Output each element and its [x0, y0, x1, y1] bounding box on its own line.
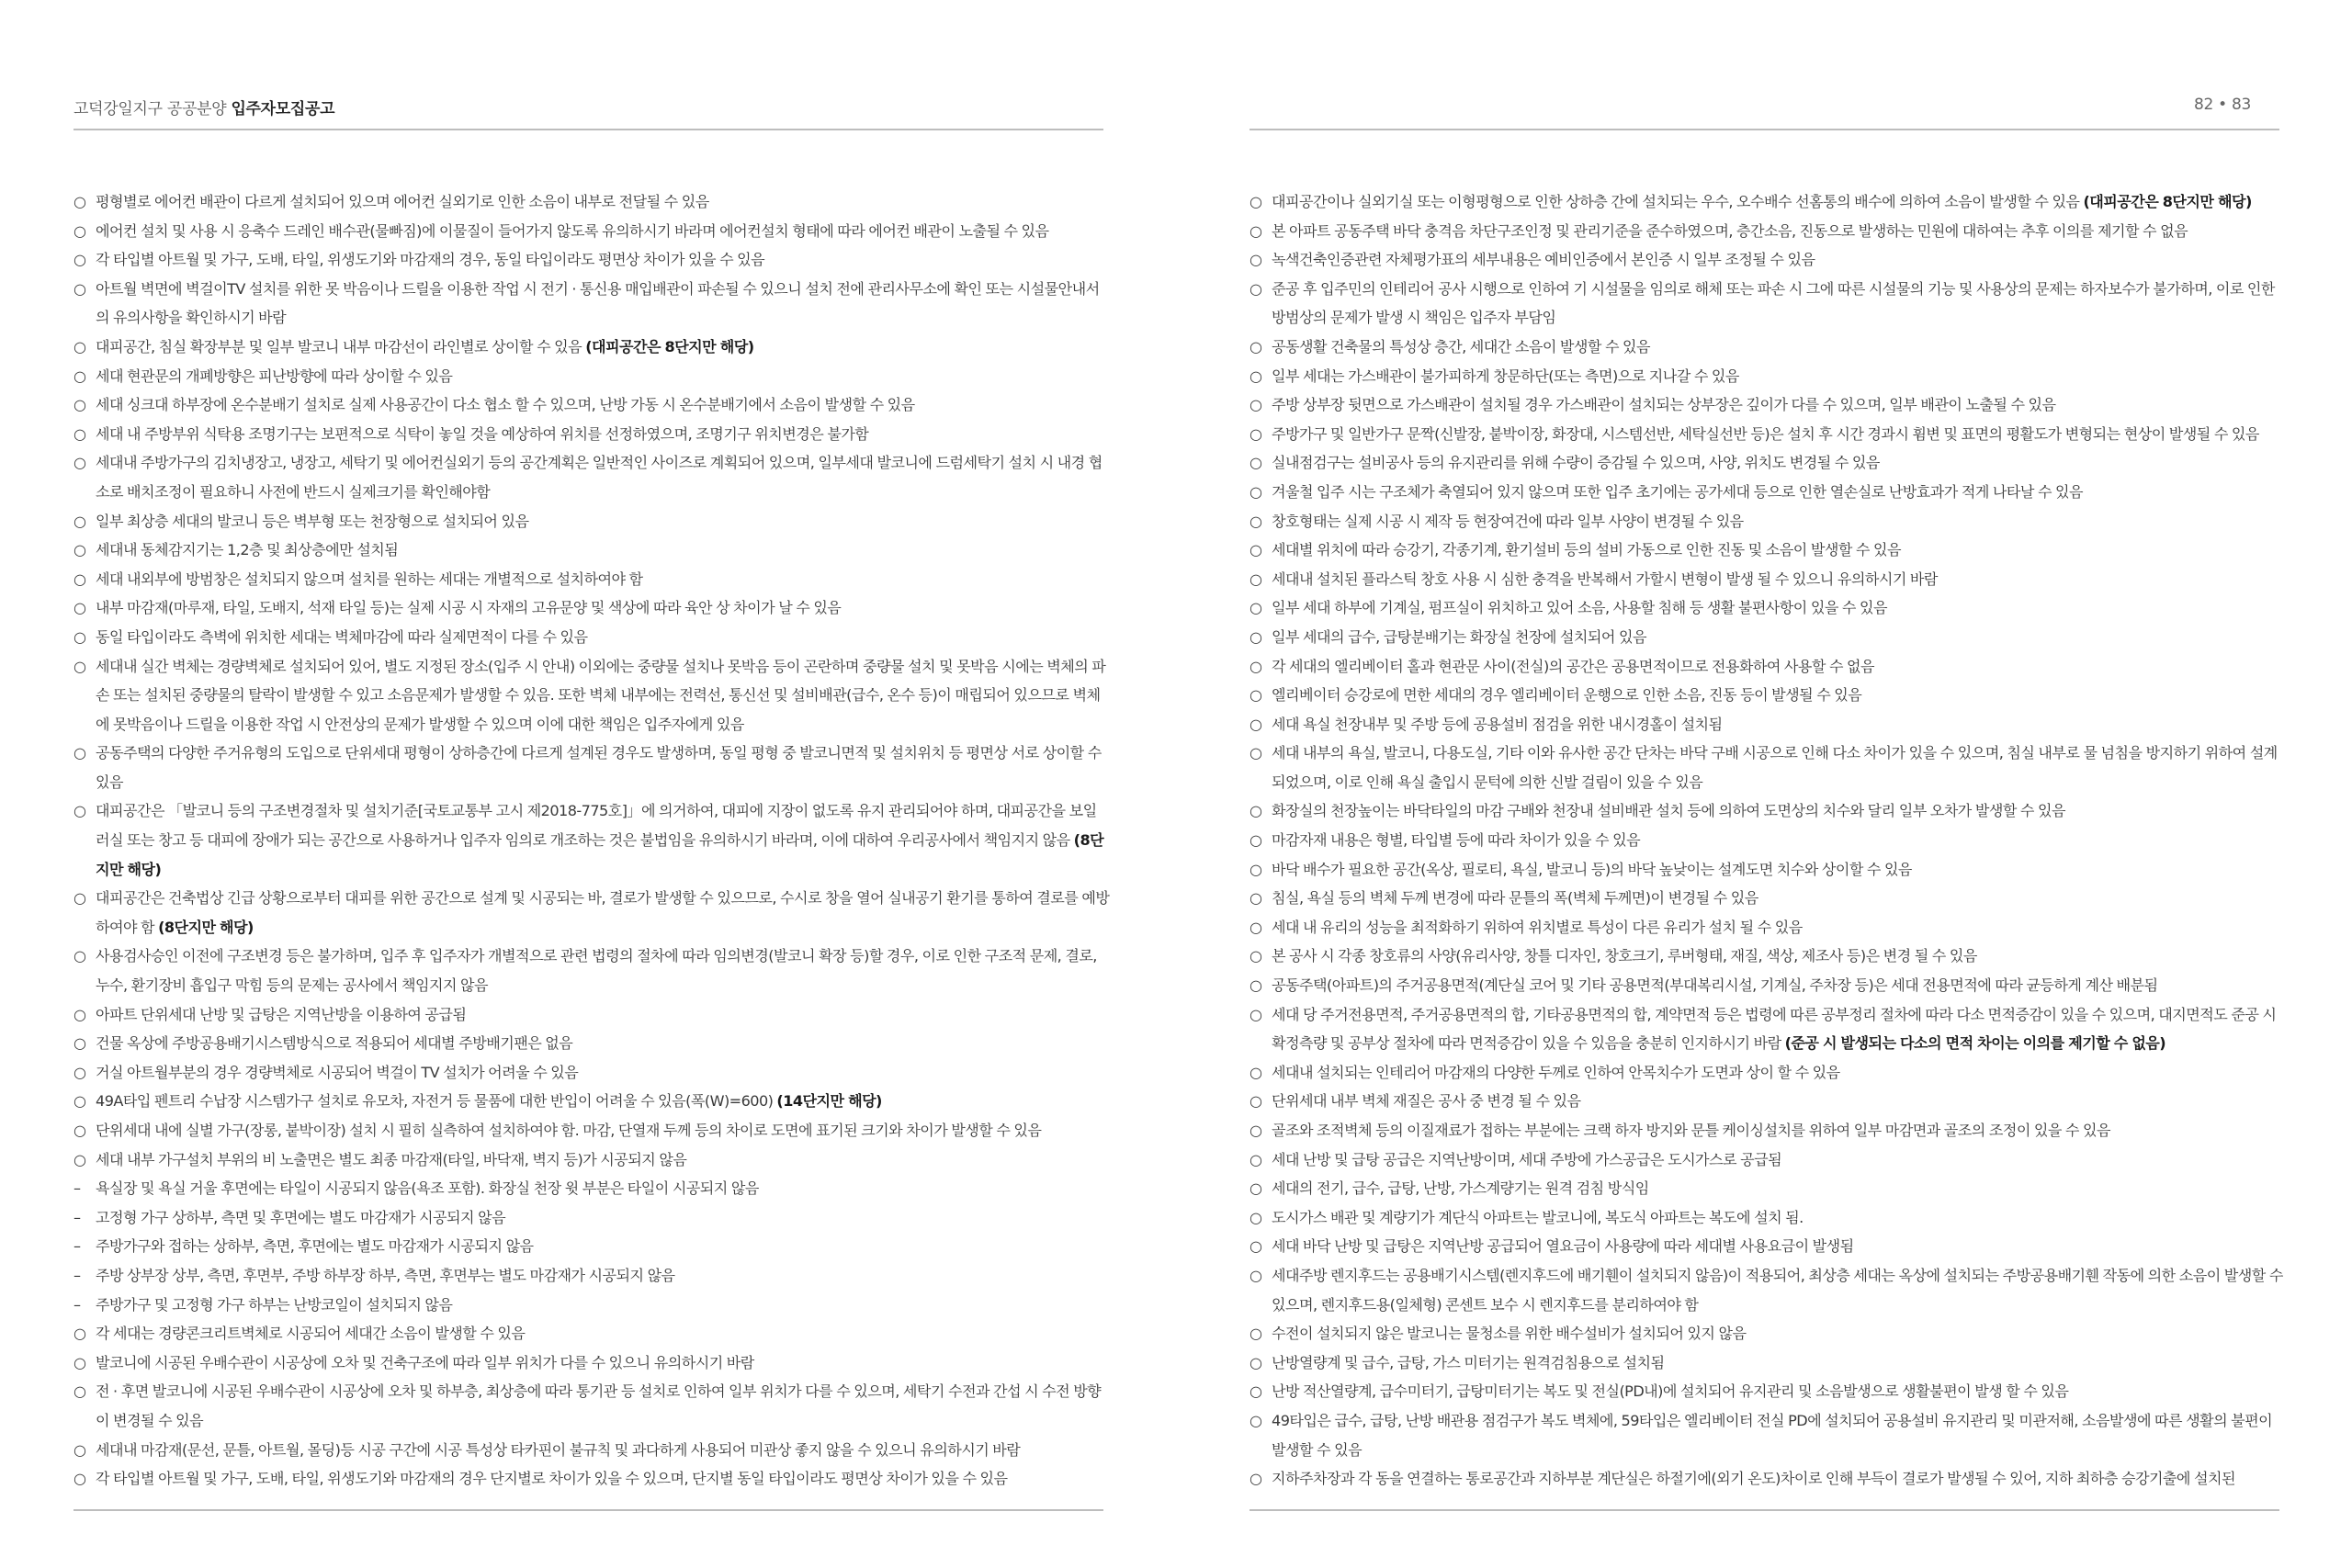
- list-item-text: 전 · 후면 발코니에 시공된 우배수관이 시공상에 오차 및 하부층, 최상층에 따라 통기관 등 설치로 인하여 일부 위치가 다를 수 있으며, 세탁기 수전과 간섭 시 수전 방향이 변경될 수 있음: [96, 1382, 1102, 1429]
- list-item-text: 발코니에 시공된 우배수관이 시공상에 오차 및 건축구조에 따라 일부 위치가 다를 수 있으니 유의하시기 바람: [96, 1353, 754, 1371]
- list-item-text: 공동생활 건축물의 특성상 층간, 세대간 소음이 발생할 수 있음: [1272, 337, 1651, 355]
- list-item: [74, 623, 1110, 652]
- list-item-text: 대피공간은 건축법상 긴급 상황으로부터 대피를 위한 공간으로 설계 및 시공되는 바, 결로가 발생할 수 있으므로, 수시로 창을 열어 실내공기 환기를 통하여 결로를 예방하여야 함: [96, 889, 1110, 936]
- list-item-text: 세대의 전기, 급수, 급탕, 난방, 가스계량기는 원격 검침 방식임: [1272, 1179, 1649, 1198]
- list-item-text: 건물 옥상에 주방공용배기시스템방식으로 적용되어 세대별 주방배기팬은 없음: [96, 1034, 573, 1053]
- list-item: [1250, 971, 2286, 1000]
- bullet-marker: ○: [74, 1122, 86, 1139]
- page-numbers: 82 • 83: [2194, 96, 2251, 114]
- list-item: [74, 1436, 1110, 1465]
- list-item: [74, 507, 1110, 536]
- list-item-text: 화장실의 천장높이는 바닥타일의 마감 구배와 천장내 설비배관 설치 등에 의하여 도면상의 치수와 달리 일부 오차가 발생할 수 있음: [1272, 802, 2065, 820]
- list-item-text: 대피공간, 침실 확장부분 및 일부 발코니 내부 마감선이 라인별로 상이할 수 있음: [96, 337, 582, 355]
- list-item: [74, 1029, 1110, 1058]
- list-item-text: 고정형 가구 상하부, 측면 및 후면에는 별도 마감재가 시공되지 않음: [96, 1208, 506, 1226]
- bullet-marker: ○: [1250, 482, 1262, 501]
- dash-marker: –: [74, 1208, 81, 1226]
- dash-marker: –: [74, 1179, 81, 1198]
- bullet-marker: ○: [1250, 1092, 1262, 1111]
- bullet-marker: ○: [1250, 1122, 1262, 1139]
- bullet-marker: ○: [1250, 1325, 1262, 1343]
- list-item: [1250, 1058, 2286, 1088]
- bullet-marker: ○: [74, 1063, 86, 1081]
- list-item-text: 세대 내 주방부위 식탁용 조명기구는 보편적으로 식탁이 놓일 것을 예상하여 위치를 선정하였으며, 조명기구 위치변경은 불가함: [96, 424, 869, 443]
- list-item-text: 각 세대는 경량콘크리트벽체로 시공되어 세대간 소음이 발생할 수 있음: [96, 1325, 526, 1343]
- list-item: [74, 1377, 1110, 1435]
- list-item-note: (준공 시 발생되는 다소의 면적 차이는 이의를 제기할 수 없음): [1784, 1034, 2166, 1053]
- bullet-marker: ○: [74, 570, 86, 588]
- list-item: [74, 593, 1110, 623]
- bullet-marker: ○: [1250, 744, 1262, 762]
- list-item: [1250, 652, 2286, 682]
- sub-list-item: [74, 1261, 1110, 1291]
- bullet-marker: ○: [1250, 1005, 1262, 1023]
- bullet-marker: ○: [1250, 1266, 1262, 1284]
- list-item: [1250, 710, 2286, 739]
- bullet-marker: ○: [1250, 512, 1262, 530]
- right-page: [1176, 0, 2352, 1568]
- list-item-text: 창호형태는 실제 시공 시 제작 등 현장여건에 따라 일부 사양이 변경될 수 있음: [1272, 512, 1744, 530]
- list-item-text: 세대내 마감재(문선, 문틀, 아트월, 몰딩)등 시공 구간에 시공 특성상 타카핀이 불규칙 및 과다하게 사용되어 미관상 좋지 않을 수 있으니 유의하시기 바람: [96, 1440, 1021, 1459]
- bullet-marker: ○: [1250, 1382, 1262, 1401]
- bullet-marker: ○: [1250, 976, 1262, 995]
- dash-marker: –: [74, 1266, 81, 1284]
- list-item: [1250, 362, 2286, 391]
- list-item-text: 지하주차장과 각 동을 연결하는 통로공간과 지하부분 계단실은 하절기에(외기 온도)차이로 인해 부득이 결로가 발생될 수 있어, 지하 최하층 승강기출에 설치된: [1272, 1470, 2235, 1488]
- list-item: [74, 420, 1110, 449]
- list-item-text: 세대내 주방가구의 김치냉장고, 냉장고, 세탁기 및 에어컨실외기 등의 공간계획은 일반적인 사이즈로 계획되어 있으며, 일부세대 발코니에 드럼세탁기 설치 시 내경 협소로 배치조정이 필요하니 사전에 반드시 실제크기를 확인해야함: [96, 454, 1102, 501]
- list-item: [74, 217, 1110, 246]
- list-item-text: 아트월 벽면에 벽걸이TV 설치를 위한 못 박음이나 드릴을 이용한 작업 시 전기 · 통신용 매입배관이 파손될 수 있으니 설치 전에 관리사무소에 확인 또는 시설물안내서의 유의사항을 확인하시기 바람: [96, 279, 1100, 327]
- list-item-text: 골조와 조적벽체 등의 이질재료가 접하는 부분에는 크랙 하자 방지와 문틀 케이싱설치를 위하여 일부 마감면과 골조의 조정이 있을 수 있음: [1272, 1122, 2110, 1139]
- bullet-marker: ○: [74, 454, 86, 472]
- bullet-marker: ○: [1250, 541, 1262, 559]
- list-item-text: 평형별로 에어컨 배관이 다르게 설치되어 있으며 에어컨 실외기로 인한 소음이 내부로 전달될 수 있음: [96, 193, 709, 210]
- bullet-marker: ○: [74, 1470, 86, 1488]
- list-item: [74, 652, 1110, 739]
- bullet-marker: ○: [1250, 1063, 1262, 1081]
- list-item: [1250, 1377, 2286, 1406]
- bullet-marker: ○: [1250, 1179, 1262, 1198]
- bullet-marker: ○: [74, 1150, 86, 1168]
- list-item: [1250, 507, 2286, 536]
- list-item: [74, 1145, 1110, 1175]
- bullet-marker: ○: [1250, 367, 1262, 385]
- bullet-marker: ○: [1250, 947, 1262, 965]
- list-item: [1250, 1000, 2286, 1058]
- list-item-text: 동일 타입이라도 측벽에 위치한 세대는 벽체마감에 따라 실제면적이 다를 수 있음: [96, 627, 588, 646]
- list-item: [74, 1319, 1110, 1348]
- list-item: [1250, 1261, 2286, 1319]
- list-item-text: 공동주택(아파트)의 주거공용면적(계단실 코어 및 기타 공용면적(부대복리시설, 기계실, 주차장 등)은 세대 전용면적에 따라 균등하게 계산 배분됨: [1272, 976, 2158, 995]
- list-item: [1250, 1406, 2286, 1464]
- bullet-marker: ○: [1250, 1470, 1262, 1488]
- bullet-marker: ○: [1250, 627, 1262, 646]
- sub-list-item: [74, 1203, 1110, 1233]
- list-item: [1250, 913, 2286, 942]
- bullet-marker: ○: [74, 1005, 86, 1023]
- list-item: [1250, 390, 2286, 420]
- list-item: [74, 1087, 1110, 1116]
- bullet-marker: ○: [74, 947, 86, 965]
- bullet-marker: ○: [74, 1382, 86, 1401]
- bullet-marker: ○: [74, 744, 86, 762]
- list-item-text: 녹색건축인증관련 자체평가표의 세부내용은 예비인증에서 본인증 시 일부 조정될 수 있음: [1272, 251, 1815, 269]
- list-item-text: 세대내 동체감지기는 1,2층 및 최상층에만 설치됨: [96, 541, 399, 559]
- bullet-marker: ○: [1250, 1353, 1262, 1371]
- list-item-text: 엘리베이터 승강로에 면한 세대의 경우 엘리베이터 운행으로 인한 소음, 진동 등이 발생될 수 있음: [1272, 686, 1862, 705]
- list-item: [74, 333, 1110, 362]
- bullet-marker: ○: [74, 193, 86, 210]
- bullet-marker: ○: [1250, 1150, 1262, 1168]
- list-item-text: 세대 내 유리의 성능을 최적화하기 위하여 위치별로 특성이 다른 유리가 설치 될 수 있음: [1272, 918, 1803, 936]
- list-item: [1250, 420, 2286, 449]
- list-item: [1250, 739, 2286, 796]
- list-item: [1250, 448, 2286, 478]
- list-item: [74, 536, 1110, 565]
- list-item-text: 각 타입별 아트월 및 가구, 도배, 타일, 위생도기와 마감재의 경우, 동일 타입이라도 평면상 차이가 있을 수 있음: [96, 251, 765, 269]
- list-item-text: 주방가구 및 일반가구 문짝(신발장, 붙박이장, 화장대, 시스템선반, 세탁실선반 등)은 설치 후 시간 경과시 휨변 및 표면의 평활도가 변형되는 현상이 발생될 수 있음: [1272, 424, 2259, 443]
- list-item-text: 겨울철 입주 시는 구조체가 축열되어 있지 않으며 또한 입주 초기에는 공가세대 등으로 인한 열손실로 난방효과가 적게 나타날 수 있음: [1272, 482, 2083, 501]
- bullet-marker: ○: [1250, 279, 1262, 298]
- list-item-text: 주방가구 및 고정형 가구 하부는 난방코일이 설치되지 않음: [96, 1295, 453, 1314]
- bullet-marker: ○: [1250, 802, 1262, 820]
- list-item-text: 난방 적산열량계, 급수미터기, 급탕미터기는 복도 및 전실(PD내)에 설치되어 유지관리 및 소음발생으로 생활불편이 발생 할 수 있음: [1272, 1382, 2069, 1401]
- list-item-text: 세대내 실간 벽체는 경량벽체로 설치되어 있어, 별도 지정된 장소(입주 시 안내) 이외에는 중량물 설치나 못박음 등이 곤란하며 중량물 설치 및 못박음 시에는 벽체의 파손 또는 설치된 중량물의 탈락이 발생할 수 있고 소음문제가 발생할 수 있음. 또한 벽체 내부에는 전력선, 통신선 및 설비배관(급수, 온수 등)이 매립되어 있으므로 벽체에 못박음이나 드릴을 이용한 작업 시 안전상의 문제가 발생할 수 있으며 이에 대한 책임은 입주자에게 있음: [96, 657, 1106, 733]
- list-item-text: 세대내 설치된 플라스틱 창호 사용 시 심한 충격을 반복해서 가할시 변형이 발생 될 수 있으니 유의하시기 바람: [1272, 570, 1938, 588]
- bullet-marker: ○: [1250, 657, 1262, 675]
- list-item-text: 본 공사 시 각종 창호류의 사양(유리사양, 창틀 디자인, 창호크기, 루버형태, 재질, 색상, 제조사 등)은 변경 될 수 있음: [1272, 947, 1977, 965]
- list-item: [1250, 623, 2286, 652]
- list-item: [1250, 1116, 2286, 1145]
- list-item: [1250, 593, 2286, 623]
- list-item-text: 대피공간은 「발코니 등의 구조변경절차 및 설치기준[국토교통부 고시 제2018-775호]」에 의거하여, 대피에 지장이 없도록 유지 관리되어야 하며, 대피공간을 보일러실 또는 창고 등 대피에 장애가 되는 공간으로 사용하거나 입주자 임의로 개조하는 것은 불법임을 유의하시기 바라며, 이에 대하여 우리공사에서 책임지지 않음: [96, 802, 1097, 850]
- list-item: [1250, 826, 2286, 855]
- bullet-marker: ○: [74, 396, 86, 414]
- bullet-marker: ○: [74, 802, 86, 820]
- header-divider: [1250, 129, 2279, 130]
- list-item-text: 사용검사승인 이전에 구조변경 등은 불가하며, 입주 후 입주자가 개별적으로 관련 법령의 절차에 따라 임의변경(발코니 확장 등)할 경우, 이로 인한 구조적 문제, 결로, 누수, 환기장비 흡입구 막힘 등의 문제는 공사에서 책임지지 않음: [96, 947, 1097, 995]
- list-item-text: 마감자재 내용은 형별, 타입별 등에 따라 차이가 있을 수 있음: [1272, 831, 1641, 850]
- list-item: [74, 187, 1110, 217]
- list-item-text: 세대 욕실 천장내부 및 주방 등에 공용설비 점검을 위한 내시경홀이 설치됨: [1272, 715, 1723, 733]
- bullet-marker: ○: [74, 1353, 86, 1371]
- right-column-list: [1250, 187, 2286, 1494]
- list-item: [1250, 245, 2286, 275]
- list-item: [1250, 333, 2286, 362]
- bullet-marker: ○: [1250, 1411, 1262, 1429]
- bullet-marker: ○: [74, 1325, 86, 1343]
- bullet-marker: ○: [1250, 454, 1262, 472]
- bullet-marker: ○: [1250, 831, 1262, 850]
- list-item: [74, 390, 1110, 420]
- list-item: [1250, 1087, 2286, 1116]
- list-item: [74, 796, 1110, 884]
- bullet-marker: ○: [74, 1092, 86, 1111]
- bullet-marker: ○: [1250, 251, 1262, 269]
- list-item-text: 세대 내부 가구설치 부위의 비 노출면은 별도 최종 마감재(타일, 바닥재, 벽지 등)가 시공되지 않음: [96, 1150, 687, 1168]
- list-item-note: (대피공간은 8단지만 해당): [2083, 193, 2252, 210]
- list-item-text: 세대 내부의 욕실, 발코니, 다용도실, 기타 이와 유사한 공간 단차는 바닥 구배 시공으로 인해 다소 차이가 있을 수 있으며, 침실 내부로 물 넘침을 방지하기 위하여 설계되었으며, 이로 인해 욕실 출입시 문턱에 의한 신발 걸림이 있을 수 있음: [1272, 744, 2278, 791]
- bullet-marker: ○: [74, 1440, 86, 1459]
- list-item-note: (14단지만 해당): [776, 1092, 882, 1111]
- list-item-note: (8단지만 해당): [158, 918, 254, 936]
- list-item: [1250, 187, 2286, 217]
- list-item: [74, 565, 1110, 594]
- bullet-marker: ○: [1250, 424, 1262, 443]
- list-item: [1250, 565, 2286, 594]
- list-item-text: 주방가구와 접하는 상하부, 측면, 후면에는 별도 마감재가 시공되지 않음: [96, 1237, 534, 1256]
- list-item-note: (8단지만 해당): [96, 831, 1104, 878]
- list-item-text: 내부 마감재(마루재, 타일, 도배지, 석재 타일 등)는 실제 시공 시 자재의 고유문양 및 색상에 따라 육안 상 차이가 날 수 있음: [96, 599, 842, 617]
- list-item: [1250, 536, 2286, 565]
- list-item-text: 침실, 욕실 등의 벽체 두께 변경에 따라 문틀의 폭(벽체 두께면)이 변경될 수 있음: [1272, 889, 1758, 908]
- list-item-text: 세대내 설치되는 인테리어 마감재의 다양한 두께로 인하여 안목치수가 도면과 상이 할 수 있음: [1272, 1063, 1840, 1081]
- list-item: [1250, 1145, 2286, 1175]
- list-item: [74, 1464, 1110, 1494]
- bullet-marker: ○: [1250, 221, 1262, 240]
- list-item-text: 각 세대의 엘리베이터 홀과 현관문 사이(전실)의 공간은 공용면적이므로 전용화하여 사용할 수 없음: [1272, 657, 1875, 675]
- bullet-marker: ○: [74, 251, 86, 269]
- list-item-text: 일부 세대 하부에 기계실, 펌프실이 위치하고 있어 소음, 사용할 침해 등 생활 불편사항이 있을 수 있음: [1272, 599, 1887, 617]
- list-item: [74, 1348, 1110, 1378]
- list-item: [74, 884, 1110, 942]
- list-item: [1250, 942, 2286, 971]
- bullet-marker: ○: [1250, 396, 1262, 414]
- list-item: [1250, 275, 2286, 333]
- bullet-marker: ○: [1250, 599, 1262, 617]
- list-item-text: 에어컨 설치 및 사용 시 응축수 드레인 배수관(물빠짐)에 이물질이 들어가지 않도록 유의하시기 바라며 에어컨설치 형태에 따라 에어컨 배관이 노출될 수 있음: [96, 221, 1049, 240]
- list-item: [74, 739, 1110, 796]
- list-item: [74, 275, 1110, 333]
- bullet-marker: ○: [74, 367, 86, 385]
- list-item: [1250, 1232, 2286, 1261]
- header-title-strong: 입주자모집공고: [231, 100, 335, 118]
- bullet-marker: ○: [1250, 860, 1262, 878]
- header-title-prefix: 고덕강일지구 공공분양: [74, 100, 227, 118]
- list-item-text: 일부 세대는 가스배관이 불가피하게 창문하단(또는 측면)으로 지나갈 수 있음: [1272, 367, 1739, 385]
- list-item-text: 도시가스 배관 및 계량기가 계단식 아파트는 발코니에, 복도식 아파트는 복도에 설치 됨.: [1272, 1208, 1804, 1226]
- list-item-text: 난방열량계 및 급수, 급탕, 가스 미터기는 원격검침용으로 설치됨: [1272, 1353, 1665, 1371]
- list-item: [1250, 1319, 2286, 1348]
- list-item-note: (대피공간은 8단지만 해당): [585, 337, 754, 355]
- sub-list-item: [74, 1291, 1110, 1320]
- list-item: [1250, 1203, 2286, 1233]
- left-column-list: [74, 187, 1110, 1494]
- list-item: [1250, 884, 2286, 913]
- sub-list-item: [74, 1174, 1110, 1203]
- bullet-marker: ○: [74, 599, 86, 617]
- list-item-text: 본 아파트 공동주택 바닥 충격음 차단구조인정 및 관리기준을 준수하였으며, 층간소음, 진동으로 발생하는 민원에 대하여는 추후 이의를 제기할 수 없음: [1272, 221, 2188, 240]
- bullet-marker: ○: [74, 279, 86, 298]
- bullet-marker: ○: [74, 337, 86, 355]
- footer-divider: [74, 1509, 1103, 1511]
- bullet-marker: ○: [74, 627, 86, 646]
- list-item: [74, 245, 1110, 275]
- list-item: [1250, 681, 2286, 710]
- list-item-text: 욕실장 및 욕실 거울 후면에는 타일이 시공되지 않음(욕조 포함). 화장실 천장 윗 부분은 타일이 시공되지 않음: [96, 1179, 759, 1198]
- list-item-text: 세대 현관문의 개폐방향은 피난방향에 따라 상이할 수 있음: [96, 367, 453, 385]
- bullet-marker: ○: [74, 424, 86, 443]
- list-item-text: 대피공간이나 실외기실 또는 이형평형으로 인한 상하층 간에 설치되는 우수, 오수배수 선홈통의 배수에 의하여 소음이 발생할 수 있음: [1272, 193, 2080, 210]
- list-item-text: 세대 당 주거전용면적, 주거공용면적의 합, 기타공용면적의 합, 계약면적 등은 법령에 따른 공부정리 절차에 따라 다소 면적증감이 있을 수 있으며, 대지면적도 준공 시 확정측량 및 공부상 절차에 따라 면적증감이 있을 수 있음을 충분히 인지하시기 바람: [1272, 1005, 2277, 1053]
- bullet-marker: ○: [1250, 337, 1262, 355]
- list-item-text: 일부 최상층 세대의 발코니 등은 벽부형 또는 천장형으로 설치되어 있음: [96, 512, 529, 530]
- list-item: [74, 448, 1110, 506]
- bullet-marker: ○: [74, 1034, 86, 1053]
- list-item-text: 준공 후 입주민의 인테리어 공사 시행으로 인하여 기 시설물을 임의로 해체 또는 파손 시 그에 따른 시설물의 기능 및 사용상의 문제는 하자보수가 불가하며, 이로 인한 방범상의 문제가 발생 시 책임은 입주자 부담임: [1272, 279, 2275, 327]
- bullet-marker: ○: [1250, 193, 1262, 210]
- bullet-marker: ○: [1250, 918, 1262, 936]
- list-item: [74, 1058, 1110, 1088]
- list-item-text: 49타입은 급수, 급탕, 난방 배관용 점검구가 복도 벽체에, 59타입은 엘리베이터 전실 PD에 설치되어 공용설비 유지관리 및 미관저해, 소음발생에 따른 생활의 불편이 발생할 수 있음: [1272, 1411, 2273, 1459]
- list-item-text: 실내점검구는 설비공사 등의 유지관리를 위해 수량이 증감될 수 있으며, 사양, 위치도 변경될 수 있음: [1272, 454, 1880, 472]
- list-item: [1250, 217, 2286, 246]
- sub-list-item: [74, 1232, 1110, 1261]
- list-item: [1250, 478, 2286, 507]
- list-item-text: 수전이 설치되지 않은 발코니는 물청소를 위한 배수설비가 설치되어 있지 않음: [1272, 1325, 1747, 1343]
- list-item-text: 공동주택의 다양한 주거유형의 도입으로 단위세대 평형이 상하층간에 다르게 설계된 경우도 발생하며, 동일 평형 중 발코니면적 및 설치위치 등 평면상 서로 상이할 수 있음: [96, 744, 1102, 791]
- list-item-text: 49A타입 펜트리 수납장 시스템가구 설치로 유모차, 자전거 등 물품에 대한 반입이 어려울 수 있음(폭(W)=600): [96, 1092, 774, 1111]
- list-item-text: 바닥 배수가 필요한 공간(옥상, 필로티, 욕실, 발코니 등)의 바닥 높낮이는 설계도면 치수와 상이할 수 있음: [1272, 860, 1912, 878]
- bullet-marker: ○: [1250, 889, 1262, 908]
- list-item-text: 각 타입별 아트월 및 가구, 도배, 타일, 위생도기와 마감재의 경우 단지별로 차이가 있을 수 있으며, 단지별 동일 타입이라도 평면상 차이가 있을 수 있음: [96, 1470, 1008, 1488]
- footer-divider: [1250, 1509, 2279, 1511]
- bullet-marker: ○: [1250, 1208, 1262, 1226]
- bullet-marker: ○: [74, 889, 86, 908]
- list-item-text: 세대주방 렌지후드는 공용배기시스템(렌지후드에 배기휀이 설치되지 않음)이 적용되어, 최상층 세대는 옥상에 설치되는 주방공용배기휀 작동에 의한 소음이 발생할 수 있으며, 렌지후드용(일체형) 콘센트 보수 시 렌지후드를 분리하여야 함: [1272, 1266, 2283, 1314]
- dash-marker: –: [74, 1237, 81, 1256]
- dash-marker: –: [74, 1295, 81, 1314]
- list-item-text: 세대 바닥 난방 및 급탕은 지역난방 공급되어 열요금이 사용량에 따라 세대별 사용요금이 발생됨: [1272, 1237, 1854, 1256]
- bullet-marker: ○: [74, 657, 86, 675]
- list-item: [74, 1116, 1110, 1145]
- list-item-text: 주방 상부장 뒷면으로 가스배관이 설치될 경우 가스배관이 설치되는 상부장은 깊이가 다를 수 있으며, 일부 배관이 노출될 수 있음: [1272, 396, 2056, 414]
- list-item-text: 거실 아트월부분의 경우 경량벽체로 시공되어 벽걸이 TV 설치가 어려울 수 있음: [96, 1063, 579, 1081]
- list-item: [74, 942, 1110, 999]
- list-item-text: 주방 상부장 상부, 측면, 후면부, 주방 하부장 하부, 측면, 후면부는 별도 마감재가 시공되지 않음: [96, 1266, 675, 1284]
- bullet-marker: ○: [1250, 1237, 1262, 1256]
- list-item-text: 세대 난방 및 급탕 공급은 지역난방이며, 세대 주방에 가스공급은 도시가스로 공급됨: [1272, 1150, 1782, 1168]
- list-item: [1250, 1174, 2286, 1203]
- list-item-text: 아파트 단위세대 난방 및 급탕은 지역난방을 이용하여 공급됨: [96, 1005, 467, 1023]
- list-item-text: 세대 내외부에 방범창은 설치되지 않으며 설치를 원하는 세대는 개별적으로 설치하여야 함: [96, 570, 643, 588]
- bullet-marker: ○: [1250, 686, 1262, 705]
- list-item-text: 단위세대 내에 실별 가구(장롱, 붙박이장) 설치 시 필히 실측하여 설치하여야 함. 마감, 단열재 두께 등의 차이로 도면에 표기된 크기와 차이가 발생할 수 있음: [96, 1122, 1042, 1139]
- bullet-marker: ○: [74, 541, 86, 559]
- bullet-marker: ○: [1250, 570, 1262, 588]
- header-divider: [74, 129, 1103, 130]
- list-item: [74, 1000, 1110, 1030]
- list-item: [1250, 1348, 2286, 1378]
- bullet-marker: ○: [74, 512, 86, 530]
- list-item-text: 세대 싱크대 하부장에 온수분배기 설치로 실제 사용공간이 다소 협소 할 수 있으며, 난방 가동 시 온수분배기에서 소음이 발생할 수 있음: [96, 396, 915, 414]
- list-item: [1250, 796, 2286, 826]
- list-item: [1250, 1464, 2286, 1494]
- document-header: [74, 96, 334, 118]
- bullet-marker: ○: [74, 221, 86, 240]
- list-item: [1250, 855, 2286, 885]
- list-item-text: 일부 세대의 급수, 급탕분배기는 화장실 천장에 설치되어 있음: [1272, 627, 1646, 646]
- list-item: [74, 362, 1110, 391]
- bullet-marker: ○: [1250, 715, 1262, 733]
- list-item-text: 세대별 위치에 따라 승강기, 각종기계, 환기설비 등의 설비 가동으로 인한 진동 및 소음이 발생할 수 있음: [1272, 541, 1901, 559]
- list-item-text: 단위세대 내부 벽체 재질은 공사 중 변경 될 수 있음: [1272, 1092, 1581, 1111]
